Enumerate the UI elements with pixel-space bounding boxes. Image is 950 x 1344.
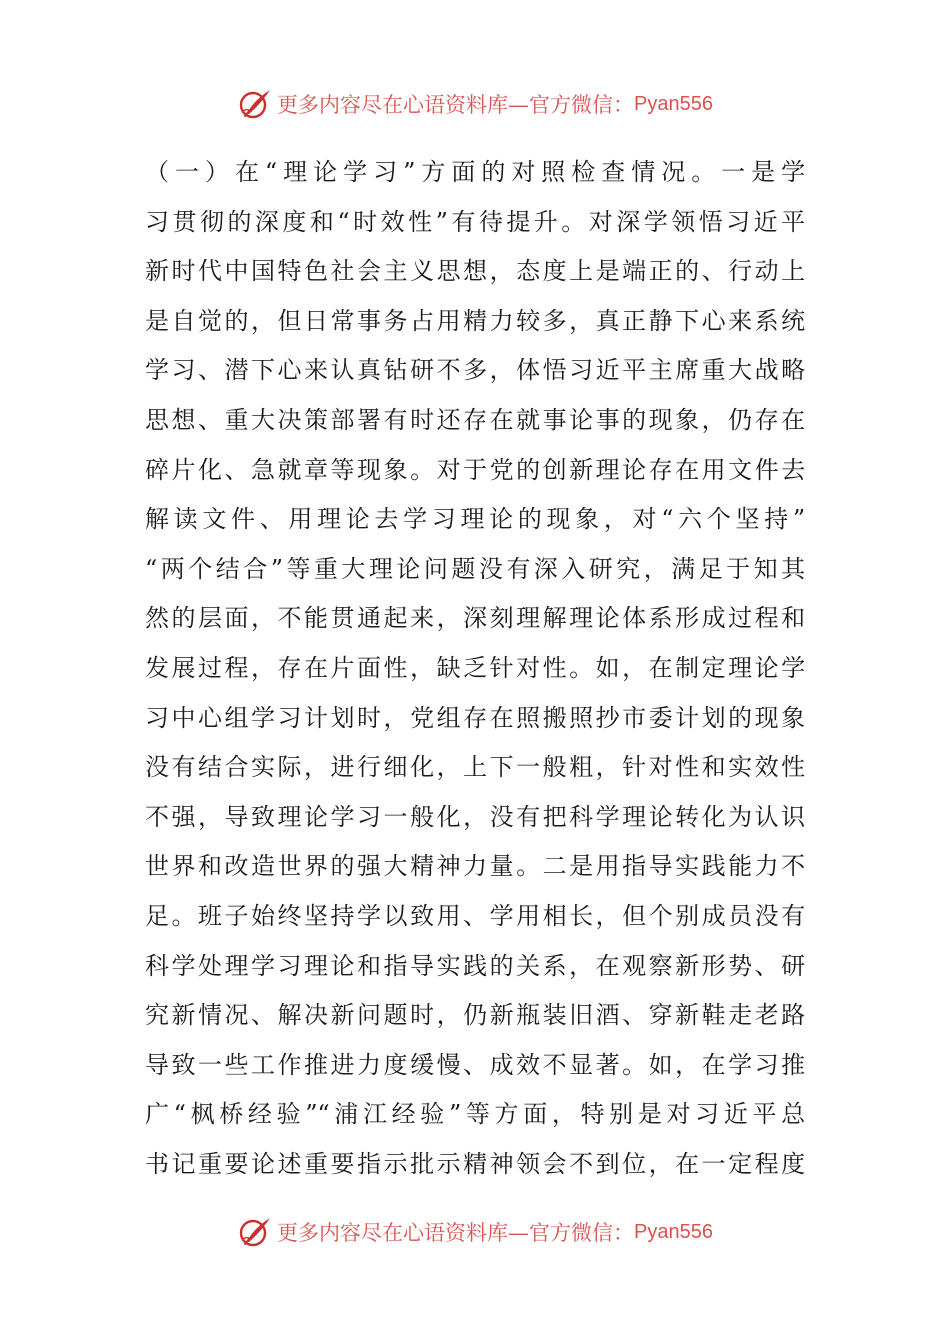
text-line: 不强，导致理论学习一般化，没有把科学理论转化为认识 <box>145 802 805 831</box>
text-line: 广“枫桥经验”“浦江经验”等方面，特别是对习近平总 <box>145 1100 805 1129</box>
watermark-wechat-id: Pyan556 <box>634 1220 713 1243</box>
text-line: 发展过程，存在片面性，缺乏针对性。如，在制定理论学 <box>145 653 805 682</box>
watermark-text: 更多内容尽在心语资料库—官方微信： <box>277 1221 635 1245</box>
text-line: 思想、重大决策部署有时还存在就事论事的现象，仍存在 <box>145 405 805 434</box>
text-line: 习中心组学习计划时，党组存在照搬照抄市委计划的现象 <box>145 703 805 732</box>
text-line: 科学处理学习理论和指导实践的关系，在观察新形势、研 <box>145 951 805 980</box>
watermark-text: 更多内容尽在心语资料库—官方微信： <box>277 93 635 117</box>
quill-logo-icon <box>237 1215 273 1249</box>
text-line: 解读文件、用理论去学习理论的现象，对“六个坚持” <box>145 505 805 534</box>
body-paragraph <box>145 148 805 1189</box>
text-line: 然的层面，不能贯通起来，深刻理解理论体系形成过程和 <box>145 604 805 633</box>
header-watermark <box>0 84 950 124</box>
text-line: 没有结合实际，进行细化，上下一般粗，针对性和实效性 <box>145 753 805 782</box>
text-line: （一）在“理论学习”方面的对照检查情况。一是学 <box>145 158 805 186</box>
text-line: “两个结合”等重大理论问题没有深入研究，满足于知其 <box>145 554 805 583</box>
text-line: 碎片化、急就章等现象。对于党的创新理论存在用文件去 <box>145 455 805 484</box>
text-line: 学习、潜下心来认真钻研不多，体悟习近平主席重大战略 <box>145 356 805 385</box>
watermark-wechat-id: Pyan556 <box>634 92 713 115</box>
text-line: 究新情况、解决新问题时，仍新瓶装旧酒、穿新鞋走老路 <box>145 1001 805 1030</box>
text-line: 新时代中国特色社会主义思想，态度上是端正的、行动上 <box>145 257 805 286</box>
text-line: 世界和改造世界的强大精神力量。二是用指导实践能力不 <box>145 852 805 881</box>
text-line: 习贯彻的深度和“时效性”有待提升。对深学领悟习近平 <box>145 207 805 236</box>
text-line: 足。班子始终坚持学以致用、学用相长，但个别成员没有 <box>145 901 805 930</box>
quill-logo-icon <box>237 87 273 121</box>
footer-watermark <box>0 1212 950 1252</box>
text-line: 导致一些工作推进力度缓慢、成效不显著。如，在学习推 <box>145 1050 805 1079</box>
text-line: 书记重要论述重要指示批示精神领会不到位，在一定程度 <box>145 1149 805 1178</box>
text-line: 是自觉的，但日常事务占用精力较多，真正静下心来系统 <box>145 306 805 335</box>
